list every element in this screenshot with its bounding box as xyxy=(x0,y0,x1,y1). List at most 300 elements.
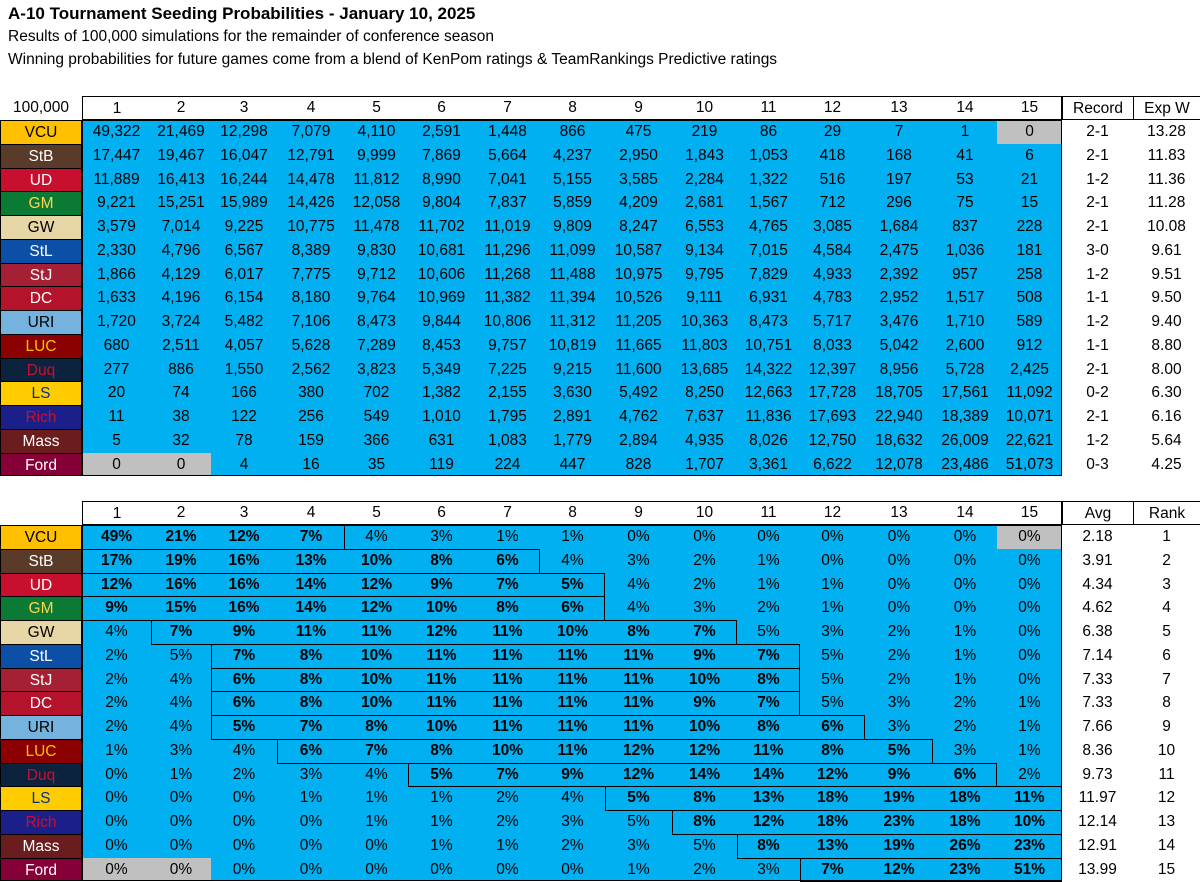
data-cell-uri-seed-12: 6% xyxy=(800,715,865,739)
data-cell-ud-seed-4: 14% xyxy=(277,573,345,596)
data-cell-vcu-seed-10: 219 xyxy=(672,120,737,144)
data-cell-rich-seed-8: 3% xyxy=(540,810,605,834)
data-cell-gm-seed-13: 296 xyxy=(865,191,933,215)
data-cell-gw-seed-7: 11,019 xyxy=(475,215,540,239)
data-cell-duq-seed-5: 4% xyxy=(345,763,408,786)
data-cell-luc-seed-1: 1% xyxy=(82,739,151,763)
column-header-rank: Rank xyxy=(1133,501,1200,525)
row-avg-vcu: 2.18 xyxy=(1082,528,1113,545)
data-cell-rich-seed-14: 18% xyxy=(933,810,997,834)
subtitle-methodology: Winning probabilities for future games come from a blend of KenPom ratings & TeamRankings Predictive ratings xyxy=(8,51,778,68)
data-cell-uri-seed-13: 3,476 xyxy=(865,310,933,334)
row-expw-ud: 11.36 xyxy=(1147,171,1186,188)
data-cell-ud-seed-14: 0% xyxy=(933,573,997,596)
row-record-luc: 1-1 xyxy=(1086,337,1109,354)
data-cell-mass-seed-13: 19% xyxy=(865,834,933,858)
data-cell-luc-seed-1: 680 xyxy=(82,334,151,358)
data-cell-gw-seed-11: 5% xyxy=(737,620,800,644)
data-cell-luc-seed-10: 11,803 xyxy=(672,334,737,358)
data-cell-rich-seed-1: 11 xyxy=(82,405,151,429)
team-label-ud: UD xyxy=(0,168,82,191)
team-label-gw: GW xyxy=(0,215,82,239)
row-avg-gw: 6.38 xyxy=(1082,623,1113,640)
data-cell-luc-seed-8: 11% xyxy=(540,739,605,763)
data-cell-uri-seed-2: 4% xyxy=(151,715,211,739)
data-cell-dc-seed-13: 3% xyxy=(865,691,933,715)
data-cell-gm-seed-5: 12% xyxy=(345,596,408,620)
data-cell-luc-seed-15: 912 xyxy=(997,334,1062,358)
data-cell-stb-seed-10: 2% xyxy=(672,549,737,573)
data-cell-rich-seed-1: 0% xyxy=(82,810,151,834)
data-cell-gm-seed-15: 15 xyxy=(997,191,1062,215)
data-cell-rich-seed-5: 549 xyxy=(345,405,408,429)
data-cell-uri-seed-4: 7% xyxy=(277,715,345,739)
data-cell-uri-seed-1: 1,720 xyxy=(82,310,151,334)
data-cell-mass-seed-14: 26,009 xyxy=(933,429,997,453)
seed-header-9: 9 xyxy=(634,504,643,521)
data-cell-duq-seed-7: 7,225 xyxy=(475,358,540,381)
data-cell-stj-seed-11: 7,829 xyxy=(737,263,800,286)
data-cell-dc-seed-13: 2,952 xyxy=(865,286,933,310)
data-cell-mass-seed-2: 32 xyxy=(151,429,211,453)
data-cell-ford-seed-9: 828 xyxy=(605,453,672,476)
data-cell-ls-seed-4: 1% xyxy=(277,786,345,810)
data-cell-stb-seed-4: 12,791 xyxy=(277,144,345,168)
data-cell-stl-seed-13: 2,475 xyxy=(865,239,933,263)
data-cell-ls-seed-1: 0% xyxy=(82,786,151,810)
data-cell-luc-seed-12: 8,033 xyxy=(800,334,865,358)
data-cell-gw-seed-13: 1,684 xyxy=(865,215,933,239)
seed-header-6: 6 xyxy=(437,99,446,116)
data-cell-ls-seed-2: 0% xyxy=(151,786,211,810)
data-cell-ford-seed-12: 6,622 xyxy=(800,453,865,476)
data-cell-duq-seed-12: 12,397 xyxy=(800,358,865,381)
data-cell-gw-seed-3: 9,225 xyxy=(211,215,277,239)
data-cell-mass-seed-6: 1% xyxy=(408,834,475,858)
data-cell-ls-seed-2: 74 xyxy=(151,381,211,405)
data-cell-gm-seed-11: 1,567 xyxy=(737,191,800,215)
data-cell-stl-seed-6: 10,681 xyxy=(408,239,475,263)
data-cell-luc-seed-9: 11,665 xyxy=(605,334,672,358)
row-avg-stb: 3.91 xyxy=(1082,552,1113,569)
data-cell-rich-seed-4: 256 xyxy=(277,405,345,429)
data-cell-stl-seed-3: 6,567 xyxy=(211,239,277,263)
data-cell-rich-seed-4: 0% xyxy=(277,810,345,834)
data-cell-ls-seed-14: 17,561 xyxy=(933,381,997,405)
team-label-stl: StL xyxy=(0,239,82,263)
data-cell-stl-seed-14: 1,036 xyxy=(933,239,997,263)
data-cell-rich-seed-8: 2,891 xyxy=(540,405,605,429)
data-cell-mass-seed-9: 2,894 xyxy=(605,429,672,453)
row-expw-luc: 8.80 xyxy=(1151,337,1182,354)
data-cell-luc-seed-6: 8,453 xyxy=(408,334,475,358)
data-cell-ud-seed-13: 0% xyxy=(865,573,933,596)
data-cell-duq-seed-13: 9% xyxy=(865,763,933,786)
seed-header-1: 1 xyxy=(82,501,151,525)
data-cell-luc-seed-14: 3% xyxy=(933,739,997,763)
column-header-record: Record xyxy=(1062,96,1133,120)
data-cell-luc-seed-13: 5% xyxy=(865,739,933,763)
data-cell-gw-seed-15: 228 xyxy=(997,215,1062,239)
data-cell-stl-seed-1: 2,330 xyxy=(82,239,151,263)
row-rank-luc: 10 xyxy=(1157,742,1176,759)
row-expw-stj: 9.51 xyxy=(1151,266,1182,283)
data-cell-uri-seed-5: 8% xyxy=(345,715,408,739)
data-cell-stl-seed-10: 9,134 xyxy=(672,239,737,263)
data-cell-stl-seed-1: 2% xyxy=(82,644,151,668)
data-cell-stl-seed-11: 7% xyxy=(737,644,800,668)
data-cell-stl-seed-14: 1% xyxy=(933,644,997,668)
data-cell-stb-seed-5: 9,999 xyxy=(345,144,408,168)
data-cell-dc-seed-7: 11% xyxy=(475,691,540,715)
data-cell-stj-seed-11: 8% xyxy=(737,668,800,691)
team-label-uri: URI xyxy=(0,715,82,739)
data-cell-stb-seed-10: 1,843 xyxy=(672,144,737,168)
row-record-duq: 2-1 xyxy=(1086,361,1109,378)
data-cell-stj-seed-5: 9,712 xyxy=(345,263,408,286)
data-cell-duq-seed-5: 3,823 xyxy=(345,358,408,381)
data-cell-stb-seed-3: 16% xyxy=(211,549,277,573)
data-cell-stj-seed-3: 6,017 xyxy=(211,263,277,286)
row-record-ud: 1-2 xyxy=(1086,171,1109,188)
data-cell-stl-seed-12: 5% xyxy=(800,644,865,668)
data-cell-stb-seed-11: 1% xyxy=(737,549,800,573)
team-label-gm: GM xyxy=(0,191,82,215)
data-cell-dc-seed-8: 11% xyxy=(540,691,605,715)
data-cell-gm-seed-10: 2,681 xyxy=(672,191,737,215)
data-cell-luc-seed-3: 4,057 xyxy=(211,334,277,358)
data-cell-vcu-seed-11: 86 xyxy=(737,120,800,144)
data-cell-stj-seed-14: 957 xyxy=(933,263,997,286)
data-cell-dc-seed-10: 9% xyxy=(672,691,737,715)
data-cell-stj-seed-6: 10,606 xyxy=(408,263,475,286)
data-cell-dc-seed-11: 6,931 xyxy=(737,286,800,310)
data-cell-gm-seed-3: 15,989 xyxy=(211,191,277,215)
seed-header-9: 9 xyxy=(634,99,643,116)
data-cell-ud-seed-10: 2,284 xyxy=(672,168,737,191)
data-cell-duq-seed-15: 2,425 xyxy=(997,358,1062,381)
data-cell-ud-seed-10: 2% xyxy=(672,573,737,596)
subtitle-simulations: Results of 100,000 simulations for the remainder of conference season xyxy=(8,28,494,45)
data-cell-stj-seed-13: 2,392 xyxy=(865,263,933,286)
team-label-uri: URI xyxy=(0,310,82,334)
data-cell-gw-seed-8: 10% xyxy=(540,620,605,644)
data-cell-luc-seed-7: 10% xyxy=(475,739,540,763)
seed-header-6: 6 xyxy=(437,504,446,521)
data-cell-duq-seed-9: 11,600 xyxy=(605,358,672,381)
data-cell-ls-seed-6: 1,382 xyxy=(408,381,475,405)
data-cell-duq-seed-2: 1% xyxy=(151,763,211,786)
data-cell-luc-seed-9: 12% xyxy=(605,739,672,763)
seed-header-12: 12 xyxy=(823,99,842,116)
data-cell-mass-seed-12: 13% xyxy=(800,834,865,858)
seed-header-11: 11 xyxy=(760,504,777,521)
data-cell-ud-seed-6: 9% xyxy=(408,573,475,596)
data-cell-ford-seed-5: 35 xyxy=(345,453,408,476)
data-cell-stb-seed-4: 13% xyxy=(277,549,345,573)
seed-header-13: 13 xyxy=(890,99,908,116)
data-cell-dc-seed-15: 1% xyxy=(997,691,1062,715)
data-cell-ud-seed-11: 1% xyxy=(737,573,800,596)
data-cell-mass-seed-7: 1,083 xyxy=(475,429,540,453)
data-cell-mass-seed-1: 0% xyxy=(82,834,151,858)
seed-header-2: 2 xyxy=(176,99,186,116)
data-cell-uri-seed-9: 11,205 xyxy=(605,310,672,334)
data-cell-ud-seed-2: 16% xyxy=(151,573,211,596)
data-cell-luc-seed-14: 2,600 xyxy=(933,334,997,358)
data-cell-ford-seed-10: 2% xyxy=(672,858,737,881)
data-cell-uri-seed-3: 5% xyxy=(211,715,277,739)
data-cell-stl-seed-8: 11% xyxy=(540,644,605,668)
data-cell-duq-seed-10: 13,685 xyxy=(672,358,737,381)
data-cell-rich-seed-15: 10,071 xyxy=(997,405,1062,429)
data-cell-vcu-seed-5: 4,110 xyxy=(345,120,408,144)
row-rank-stj: 7 xyxy=(1162,671,1171,688)
data-cell-stj-seed-9: 11% xyxy=(605,668,672,691)
data-cell-vcu-seed-12: 29 xyxy=(800,120,865,144)
data-cell-gm-seed-12: 1% xyxy=(800,596,865,620)
data-cell-ls-seed-9: 5% xyxy=(605,786,672,810)
data-cell-gm-seed-10: 3% xyxy=(672,596,737,620)
data-cell-gm-seed-13: 0% xyxy=(865,596,933,620)
data-cell-stl-seed-5: 10% xyxy=(345,644,408,668)
data-cell-uri-seed-2: 3,724 xyxy=(151,310,211,334)
data-cell-stj-seed-7: 11% xyxy=(475,668,540,691)
data-cell-stl-seed-13: 2% xyxy=(865,644,933,668)
data-cell-stb-seed-13: 0% xyxy=(865,549,933,573)
seed-header-8: 8 xyxy=(568,99,577,116)
data-cell-rich-seed-14: 18,389 xyxy=(933,405,997,429)
data-cell-vcu-seed-8: 1% xyxy=(540,525,605,549)
data-cell-ud-seed-11: 1,322 xyxy=(737,168,800,191)
data-cell-ls-seed-9: 5,492 xyxy=(605,381,672,405)
data-cell-stb-seed-2: 19,467 xyxy=(151,144,211,168)
data-cell-stj-seed-2: 4,129 xyxy=(151,263,211,286)
data-cell-rich-seed-15: 10% xyxy=(997,810,1062,834)
data-cell-mass-seed-3: 0% xyxy=(211,834,277,858)
team-label-rich: Rich xyxy=(0,405,82,429)
data-cell-ls-seed-11: 12,663 xyxy=(737,381,800,405)
row-expw-ls: 6.30 xyxy=(1151,384,1182,401)
row-record-ford: 0-3 xyxy=(1086,456,1109,473)
data-cell-stb-seed-12: 418 xyxy=(800,144,865,168)
data-cell-duq-seed-8: 9,215 xyxy=(540,358,605,381)
data-cell-ud-seed-12: 1% xyxy=(800,573,865,596)
data-cell-uri-seed-9: 11% xyxy=(605,715,672,739)
data-cell-stb-seed-15: 0% xyxy=(997,549,1062,573)
data-cell-stb-seed-7: 6% xyxy=(475,549,540,573)
data-cell-mass-seed-1: 5 xyxy=(82,429,151,453)
data-cell-stl-seed-4: 8% xyxy=(277,644,345,668)
data-cell-mass-seed-8: 2% xyxy=(540,834,605,858)
team-label-ford: Ford xyxy=(0,858,82,881)
data-cell-ls-seed-15: 11,092 xyxy=(997,381,1062,405)
data-cell-uri-seed-12: 5,717 xyxy=(800,310,865,334)
data-cell-ford-seed-3: 0% xyxy=(211,858,277,881)
data-cell-uri-seed-3: 5,482 xyxy=(211,310,277,334)
data-cell-mass-seed-14: 26% xyxy=(933,834,997,858)
data-cell-dc-seed-9: 11% xyxy=(605,691,672,715)
data-cell-gw-seed-9: 8% xyxy=(605,620,672,644)
data-cell-stb-seed-13: 168 xyxy=(865,144,933,168)
data-cell-luc-seed-7: 9,757 xyxy=(475,334,540,358)
data-cell-duq-seed-6: 5% xyxy=(408,763,475,786)
data-cell-ud-seed-3: 16,244 xyxy=(211,168,277,191)
data-cell-stj-seed-8: 11,488 xyxy=(540,263,605,286)
row-record-ls: 0-2 xyxy=(1086,384,1109,401)
data-cell-stj-seed-2: 4% xyxy=(151,668,211,691)
data-cell-ford-seed-8: 0% xyxy=(540,858,605,881)
data-cell-duq-seed-10: 14% xyxy=(672,763,737,786)
data-cell-duq-seed-14: 6% xyxy=(933,763,997,786)
data-cell-stb-seed-9: 3% xyxy=(605,549,672,573)
data-cell-duq-seed-3: 1,550 xyxy=(211,358,277,381)
row-avg-uri: 7.66 xyxy=(1082,718,1113,735)
data-cell-stj-seed-12: 4,933 xyxy=(800,263,865,286)
data-cell-gw-seed-5: 11% xyxy=(345,620,408,644)
data-cell-ford-seed-2: 0% xyxy=(151,858,211,881)
data-cell-duq-seed-9: 12% xyxy=(605,763,672,786)
data-cell-ford-seed-4: 0% xyxy=(277,858,345,881)
seed-header-7: 7 xyxy=(503,504,512,521)
data-cell-ford-seed-14: 23,486 xyxy=(933,453,997,476)
data-cell-stj-seed-7: 11,268 xyxy=(475,263,540,286)
data-cell-ford-seed-8: 447 xyxy=(540,453,605,476)
data-cell-ls-seed-13: 19% xyxy=(865,786,933,810)
data-cell-rich-seed-5: 1% xyxy=(345,810,408,834)
data-cell-vcu-seed-10: 0% xyxy=(672,525,737,549)
data-cell-ud-seed-4: 14,478 xyxy=(277,168,345,191)
data-cell-luc-seed-6: 8% xyxy=(408,739,475,763)
data-cell-duq-seed-3: 2% xyxy=(211,763,277,786)
data-cell-duq-seed-13: 8,956 xyxy=(865,358,933,381)
data-cell-vcu-seed-5: 4% xyxy=(345,525,408,549)
data-cell-ud-seed-8: 5,155 xyxy=(540,168,605,191)
team-label-duq: Duq xyxy=(0,763,82,786)
data-cell-vcu-seed-3: 12% xyxy=(211,525,277,549)
data-cell-rich-seed-11: 12% xyxy=(737,810,800,834)
team-label-stl: StL xyxy=(0,644,82,668)
data-cell-stb-seed-14: 41 xyxy=(933,144,997,168)
data-cell-stb-seed-5: 10% xyxy=(345,549,408,573)
data-cell-dc-seed-10: 9,111 xyxy=(672,286,737,310)
data-cell-stj-seed-12: 5% xyxy=(800,668,865,691)
data-cell-ud-seed-7: 7,041 xyxy=(475,168,540,191)
seed-header-15: 15 xyxy=(1020,99,1039,116)
data-cell-stb-seed-1: 17% xyxy=(82,549,151,573)
data-cell-ford-seed-15: 51,073 xyxy=(997,453,1062,476)
data-cell-ford-seed-10: 1,707 xyxy=(672,453,737,476)
data-cell-vcu-seed-15: 0 xyxy=(997,120,1062,144)
data-cell-vcu-seed-7: 1,448 xyxy=(475,120,540,144)
team-label-stb: StB xyxy=(0,144,82,168)
data-cell-rich-seed-2: 0% xyxy=(151,810,211,834)
data-cell-luc-seed-12: 8% xyxy=(800,739,865,763)
data-cell-uri-seed-14: 1,710 xyxy=(933,310,997,334)
data-cell-dc-seed-1: 1,633 xyxy=(82,286,151,310)
data-cell-vcu-seed-6: 3% xyxy=(408,525,475,549)
data-cell-ud-seed-13: 197 xyxy=(865,168,933,191)
data-cell-dc-seed-11: 7% xyxy=(737,691,800,715)
data-cell-stj-seed-14: 1% xyxy=(933,668,997,691)
data-cell-ls-seed-14: 18% xyxy=(933,786,997,810)
data-cell-dc-seed-15: 508 xyxy=(997,286,1062,310)
data-cell-stl-seed-9: 11% xyxy=(605,644,672,668)
row-expw-gw: 10.08 xyxy=(1147,218,1186,235)
team-label-mass: Mass xyxy=(0,429,82,453)
data-cell-vcu-seed-9: 0% xyxy=(605,525,672,549)
data-cell-stl-seed-10: 9% xyxy=(672,644,737,668)
data-cell-gw-seed-14: 837 xyxy=(933,215,997,239)
data-cell-gw-seed-3: 9% xyxy=(211,620,277,644)
data-cell-rich-seed-3: 122 xyxy=(211,405,277,429)
data-cell-stj-seed-3: 6% xyxy=(211,668,277,691)
data-cell-uri-seed-6: 9,844 xyxy=(408,310,475,334)
data-cell-gw-seed-4: 10,775 xyxy=(277,215,345,239)
data-cell-mass-seed-4: 159 xyxy=(277,429,345,453)
data-cell-gw-seed-4: 11% xyxy=(277,620,345,644)
team-label-gw: GW xyxy=(0,620,82,644)
data-cell-stj-seed-6: 11% xyxy=(408,668,475,691)
data-cell-vcu-seed-3: 12,298 xyxy=(211,120,277,144)
row-rank-uri: 9 xyxy=(1162,718,1171,735)
data-cell-uri-seed-15: 1% xyxy=(997,715,1062,739)
data-cell-mass-seed-15: 22,621 xyxy=(997,429,1062,453)
seed-header-5: 5 xyxy=(372,99,381,116)
row-avg-rich: 12.14 xyxy=(1078,813,1117,830)
data-cell-uri-seed-1: 2% xyxy=(82,715,151,739)
seed-header-14: 14 xyxy=(956,99,974,116)
data-cell-stb-seed-9: 2,950 xyxy=(605,144,672,168)
data-cell-rich-seed-13: 22,940 xyxy=(865,405,933,429)
data-cell-gm-seed-8: 5,859 xyxy=(540,191,605,215)
row-record-rich: 2-1 xyxy=(1086,408,1109,425)
seed-header-3: 3 xyxy=(239,504,249,521)
row-record-stj: 1-2 xyxy=(1086,266,1109,283)
data-cell-vcu-seed-8: 866 xyxy=(540,120,605,144)
data-cell-luc-seed-3: 4% xyxy=(211,739,277,763)
data-cell-vcu-seed-1: 49% xyxy=(82,525,151,549)
data-cell-rich-seed-7: 1,795 xyxy=(475,405,540,429)
row-avg-ford: 13.99 xyxy=(1078,861,1117,878)
data-cell-duq-seed-12: 12% xyxy=(800,763,865,786)
data-cell-gm-seed-4: 14,426 xyxy=(277,191,345,215)
data-cell-rich-seed-6: 1,010 xyxy=(408,405,475,429)
data-cell-stj-seed-9: 10,975 xyxy=(605,263,672,286)
data-cell-dc-seed-2: 4,196 xyxy=(151,286,211,310)
data-cell-ls-seed-7: 2,155 xyxy=(475,381,540,405)
data-cell-stl-seed-5: 9,830 xyxy=(345,239,408,263)
data-cell-stl-seed-11: 7,015 xyxy=(737,239,800,263)
data-cell-ud-seed-2: 16,413 xyxy=(151,168,211,191)
data-cell-ford-seed-1: 0% xyxy=(82,858,151,881)
data-cell-mass-seed-10: 5% xyxy=(672,834,737,858)
data-cell-stb-seed-15: 6 xyxy=(997,144,1062,168)
data-cell-dc-seed-3: 6,154 xyxy=(211,286,277,310)
data-cell-dc-seed-6: 10,969 xyxy=(408,286,475,310)
data-cell-ford-seed-6: 119 xyxy=(408,453,475,476)
data-cell-stj-seed-13: 2% xyxy=(865,668,933,691)
data-cell-stl-seed-12: 4,584 xyxy=(800,239,865,263)
data-cell-vcu-seed-4: 7,079 xyxy=(277,120,345,144)
data-cell-vcu-seed-15: 0% xyxy=(997,525,1062,549)
team-label-ls: LS xyxy=(0,381,82,405)
column-header-exp-w: Exp W xyxy=(1133,96,1200,120)
data-cell-ls-seed-12: 18% xyxy=(800,786,865,810)
data-cell-uri-seed-8: 11,312 xyxy=(540,310,605,334)
row-record-gw: 2-1 xyxy=(1086,218,1109,235)
data-cell-gm-seed-8: 6% xyxy=(540,596,605,620)
